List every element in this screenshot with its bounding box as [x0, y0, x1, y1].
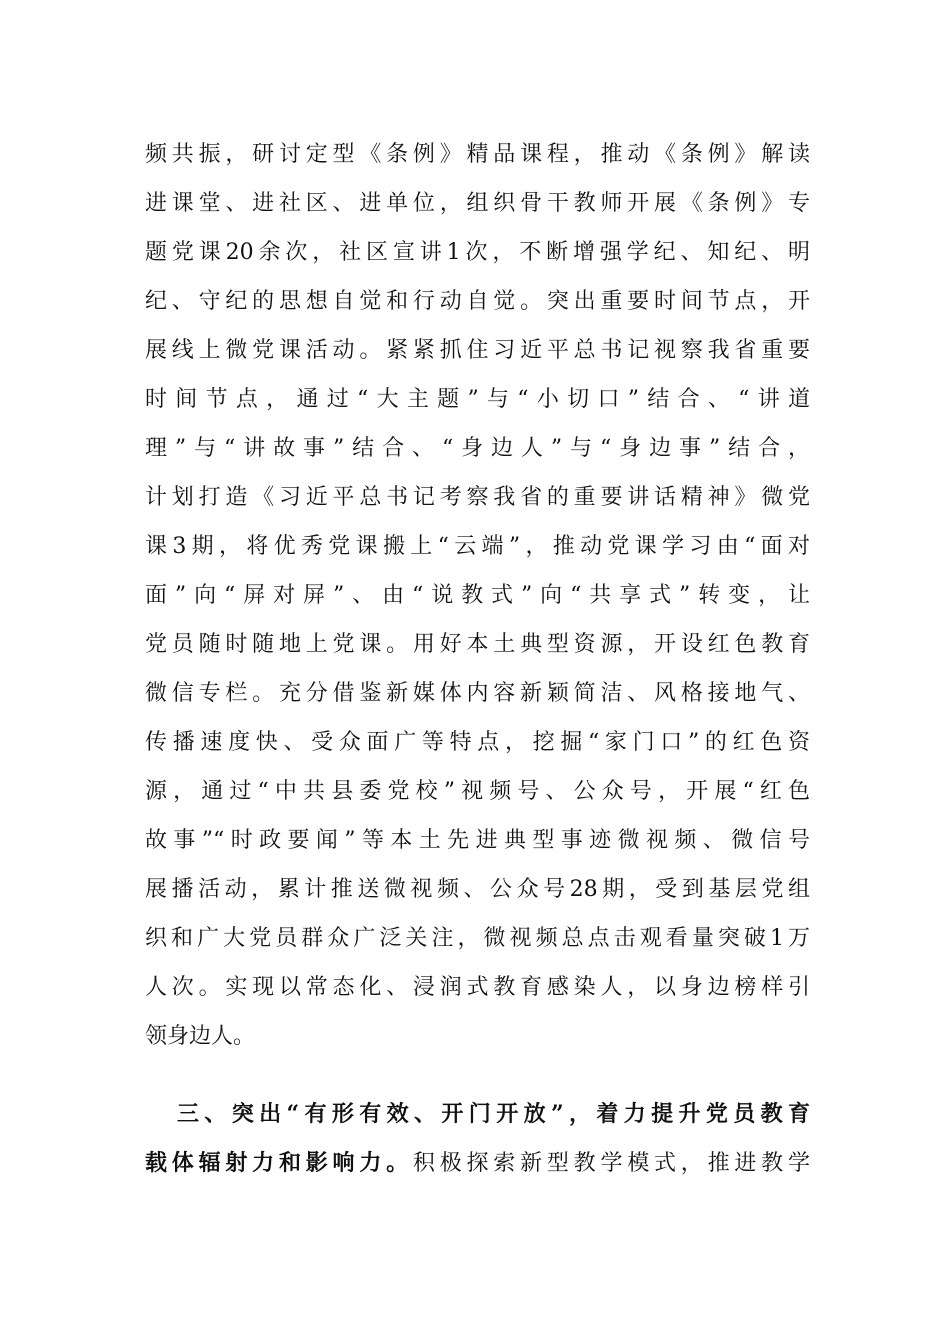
paragraph-line: 源，通过“中共县委党校”视频号、公众号，开展“红色	[145, 779, 810, 804]
paragraph-line: 课3期，将优秀党课搬上“云端”，推动党课学习由“面对	[145, 534, 810, 559]
paragraph-line: 故事”“时政要闻”等本土先进典型事迹微视频、微信号	[145, 828, 810, 853]
paragraph-line: 进课堂、进社区、进单位，组织骨干教师开展《条例》专	[145, 191, 810, 216]
body-paragraph	[145, 130, 810, 1061]
paragraph-line: 传播速度快、受众面广等特点，挖掘“家门口”的红色资	[145, 730, 810, 755]
paragraph-line: 党员随时随地上党课。用好本土典型资源，开设红色教育	[145, 632, 810, 657]
paragraph-line: 面”向“屏对屏”、由“说教式”向“共享式”转变，让	[145, 583, 810, 608]
paragraph-line: 展播活动，累计推送微视频、公众号28期，受到基层党组	[145, 877, 810, 902]
paragraph-line: 织和广大党员群众广泛关注，微视频总点击观看量突破1万	[145, 926, 810, 951]
paragraph-line: 展线上微党课活动。紧紧抓住习近平总书记视察我省重要	[145, 338, 810, 363]
paragraph-line: 理”与“讲故事”结合、“身边人”与“身边事”结合，	[145, 436, 810, 461]
paragraph-line: 领身边人。	[145, 1024, 256, 1049]
section-heading-line: 三、突出“有形有效、开门开放”，着力提升党员教育	[177, 1101, 810, 1127]
section-heading-bold-text: 载体辐射力和影响力。	[145, 1150, 413, 1176]
section-body-text: 积极探索新型教学模式，推进教学	[412, 1151, 810, 1176]
paragraph-line: 计划打造《习近平总书记考察我省的重要讲话精神》微党	[145, 485, 810, 510]
paragraph-line: 微信专栏。充分借鉴新媒体内容新颖简洁、风格接地气、	[145, 681, 810, 706]
paragraph-line: 时间节点，通过“大主题”与“小切口”结合、“讲道	[145, 387, 810, 412]
section-heading-line	[145, 1139, 810, 1188]
paragraph-line: 频共振，研讨定型《条例》精品课程，推动《条例》解读	[145, 142, 810, 167]
paragraph-line: 纪、守纪的思想自觉和行动自觉。突出重要时间节点，开	[145, 289, 810, 314]
section-heading	[145, 1090, 810, 1188]
paragraph-line: 人次。实现以常态化、浸润式教育感染人，以身边榜样引	[145, 975, 810, 1000]
paragraph-line: 题党课20余次，社区宣讲1次，不断增强学纪、知纪、明	[145, 240, 810, 265]
